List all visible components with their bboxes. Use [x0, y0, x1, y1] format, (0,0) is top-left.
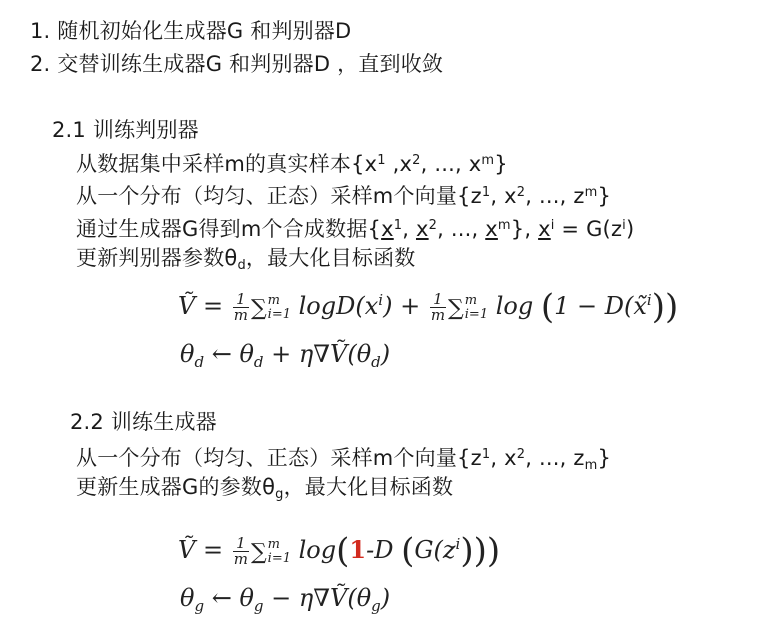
- red-strike-annotation: 1: [349, 535, 367, 564]
- section-train-discriminator-heading: 2.1 训练判别器: [52, 118, 199, 142]
- step-1: 1. 随机初始化生成器G 和判别器D: [30, 19, 352, 43]
- update-discriminator-line: 更新判别器参数$\theta_d$，最大化目标函数: [76, 246, 416, 273]
- generator-objective-formula: Ṽ = $\frac{1}{m}$ ∑ m i=1 log(1-D $(G(z^i))$): [178, 531, 501, 571]
- sample-noise-line-d: 从一个分布（均匀、正态）采样m个向量{$z^1$, $x^2$, ..., $z^m$}: [76, 184, 611, 208]
- sample-real-data-line: 从数据集中采样m的真实样本{$x^1$ $,x^2$, ..., $x^m$}: [76, 152, 508, 176]
- discriminator-objective-formula: Ṽ = $\frac{1}{m}$ ∑ m i=1 $\log D(x^i)$ + $\frac{1}{m}$ ∑ m i=1 log (1 − D(x̃$^i$)): [178, 287, 679, 327]
- sample-noise-line-g: 从一个分布（均匀、正态）采样m个向量{$z^1$, $x^2$, ..., $z_m$}: [76, 446, 611, 473]
- update-generator-line: 更新生成器G的参数$\theta_g$，最大化目标函数: [76, 475, 454, 502]
- section-train-generator-heading: 2.2 训练生成器: [70, 410, 217, 434]
- generator-update-rule: $\theta_g$ ← $\theta_g$ − $\eta\nabla Ṽ(\theta_g)$: [180, 584, 391, 615]
- step-2: 2. 交替训练生成器G 和判别器D ，直到收敛: [30, 52, 444, 76]
- generate-synthetic-line: 通过生成器G得到m个合成数据{$x^1$, $x^2$, ..., $x^m$}, $x^i = G(z^i)$: [76, 217, 635, 241]
- discriminator-update-rule: $\theta_d$ ← $\theta_d$ + $\eta\nabla Ṽ(\theta_d)$: [180, 340, 391, 371]
